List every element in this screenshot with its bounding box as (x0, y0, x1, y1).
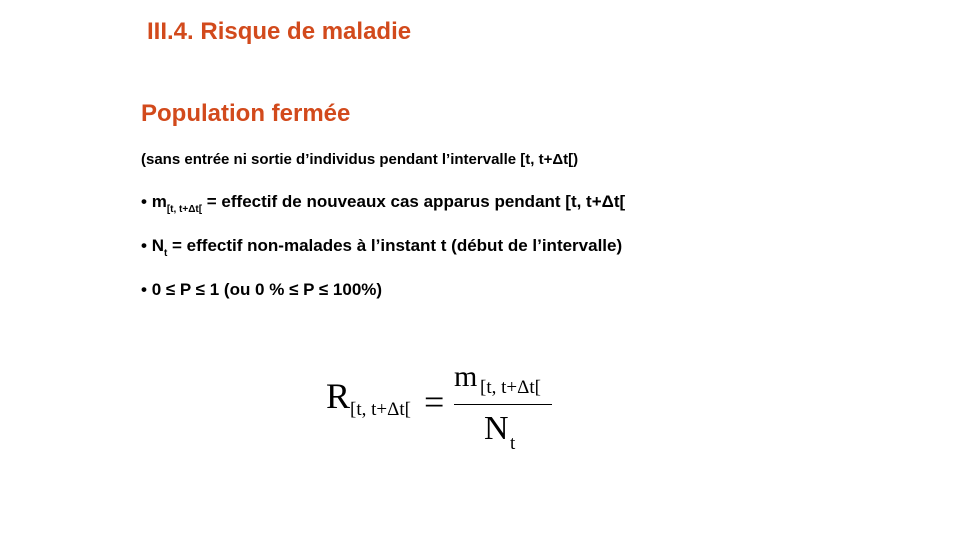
bullet-marker: • (141, 192, 147, 211)
interval-note: (sans entrée ni sortie d’individus pendant l’intervalle [t, t+Δt[) (141, 151, 579, 168)
formula-equals: = (424, 382, 445, 422)
formula-lhs-symbol: R (326, 376, 351, 416)
fraction-bar (454, 404, 552, 405)
bullet-symbol: m (151, 192, 167, 211)
section-heading: Population fermée (141, 100, 351, 127)
bullet-probability-range (141, 280, 382, 300)
formula-numerator-symbol: m (454, 360, 478, 393)
bullet-subscript: t (163, 248, 168, 259)
bullet-marker: • (141, 236, 147, 255)
bullet-subscript: [t, t+Δt[ (166, 204, 203, 215)
formula-denominator-symbol: N (484, 410, 509, 447)
bullet-marker: • (141, 280, 147, 299)
risk-formula (322, 362, 562, 462)
bullet-text: = effectif de nouveaux cas apparus pendant [t, t+Δt[ (202, 192, 626, 211)
bullet-non-sick (141, 236, 622, 259)
formula-lhs-subscript: [t, t+Δt[ (350, 399, 411, 420)
bullet-text: 0 ≤ P ≤ 1 (ou 0 % ≤ P ≤ 100%) (151, 280, 383, 299)
slide-title: III.4. Risque de maladie (147, 18, 412, 45)
bullet-text: = effectif non-malades à l’instant t (début de l’intervalle) (167, 236, 623, 255)
bullet-new-cases (141, 192, 625, 215)
formula-denominator-subscript: t (510, 433, 516, 454)
bullet-symbol: N (151, 236, 164, 255)
formula-numerator-subscript: [t, t+Δt[ (480, 377, 541, 398)
